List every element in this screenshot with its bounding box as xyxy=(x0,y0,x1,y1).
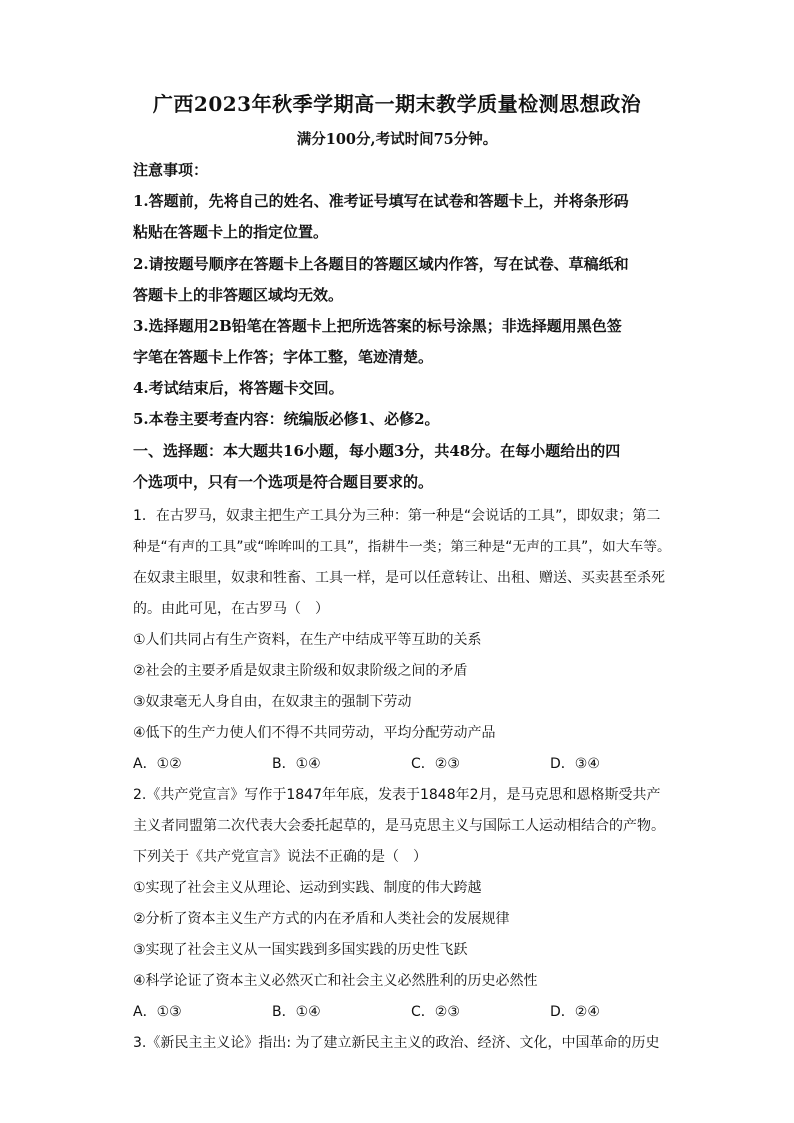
q1-stem: 在奴隶主眼里，奴隶和牲畜、工具一样，是可以任意转让、出租、赠送、买卖甚至杀死 xyxy=(133,570,665,586)
note-line: 5.本卷主要考查内容：统编版必修1、必修2。 xyxy=(133,410,440,428)
q1-stem: 1．在古罗马，奴隶主把生产工具分为三种：第一种是“会说话的工具”，即奴隶；第二 xyxy=(133,508,661,524)
q1-stem: 的。由此可见，在古罗马（ ） xyxy=(133,601,329,617)
q1-option-d: D．③④ xyxy=(550,756,600,772)
q1-item: ①人们共同占有生产资料，在生产中结成平等互助的关系 xyxy=(133,632,482,648)
page-title: 广西2023年秋季学期高一期末教学质量检测思想政治 xyxy=(152,92,642,116)
q3-stem: 3.《新民主主义论》指出: 为了建立新民主主义的政治、经济、文化，中国革命的历史 xyxy=(133,1035,660,1051)
q1-item: ②社会的主要矛盾是奴隶主阶级和奴隶阶级之间的矛盾 xyxy=(133,663,468,679)
q2-stem: 2.《共产党宣言》写作于1847年年底，发表于1848年2月，是马克思和恩格斯受共产 xyxy=(133,787,661,803)
note-line: 粘贴在答题卡上的指定位置。 xyxy=(133,223,329,241)
note-line: 答题卡上的非答题区域均无效。 xyxy=(133,286,344,304)
q2-item: ②分析了资本主义生产方式的内在矛盾和人类社会的发展规律 xyxy=(133,911,510,927)
q1-item: ③奴隶毫无人身自由，在奴隶主的强制下劳动 xyxy=(133,694,412,710)
q2-option-a: A．①③ xyxy=(133,1004,182,1020)
q1-option-a: A．①② xyxy=(133,756,182,772)
q2-stem: 主义者同盟第二次代表大会委托起草的，是马克思主义与国际工人运动相结合的产物。 xyxy=(133,818,665,834)
q1-stem: 种是“有声的工具”或“哞哞叫的工具”，指耕牛一类；第三种是“无声的工具”，如大车等。 xyxy=(133,539,671,555)
q1-item: ④低下的生产力使人们不得不共同劳动，平均分配劳动产品 xyxy=(133,725,496,741)
q2-item: ①实现了社会主义从理论、运动到实践、制度的伟大跨越 xyxy=(133,880,482,896)
q2-stem: 下列关于《共产党宣言》说法不正确的是（ ） xyxy=(133,849,427,865)
notes-heading: 注意事项： xyxy=(133,161,209,179)
note-line: 字笔在答题卡上作答；字体工整，笔迹清楚。 xyxy=(133,348,434,366)
note-line: 4.考试结束后，将答题卡交回。 xyxy=(133,379,344,397)
section-heading: 一、选择题：本大题共16小题，每小题3分，共48分。在每小题给出的四 xyxy=(133,442,621,460)
section-heading: 个选项中，只有一个选项是符合题目要求的。 xyxy=(133,473,434,491)
q2-option-b: B．①④ xyxy=(272,1004,321,1020)
exam-info: 满分100分,考试时间75分钟。 xyxy=(296,131,498,148)
q2-item: ④科学论证了资本主义必然灭亡和社会主义必然胜利的历史必然性 xyxy=(133,973,538,989)
q1-option-c: C．②③ xyxy=(411,756,460,772)
q1-option-b: B．①④ xyxy=(272,756,321,772)
note-line: 2.请按题号顺序在答题卡上各题目的答题区域内作答，写在试卷、草稿纸和 xyxy=(133,255,629,273)
q2-item: ③实现了社会主义从一国实践到多国实践的历史性飞跃 xyxy=(133,942,468,958)
q2-option-d: D．②④ xyxy=(550,1004,600,1020)
note-line: 3.选择题用2B铅笔在答题卡上把所选答案的标号涂黑；非选择题用黑色签 xyxy=(133,317,622,335)
note-line: 1.答题前，先将自己的姓名、准考证号填写在试卷和答题卡上，并将条形码 xyxy=(133,192,629,210)
q2-option-c: C．②③ xyxy=(411,1004,460,1020)
